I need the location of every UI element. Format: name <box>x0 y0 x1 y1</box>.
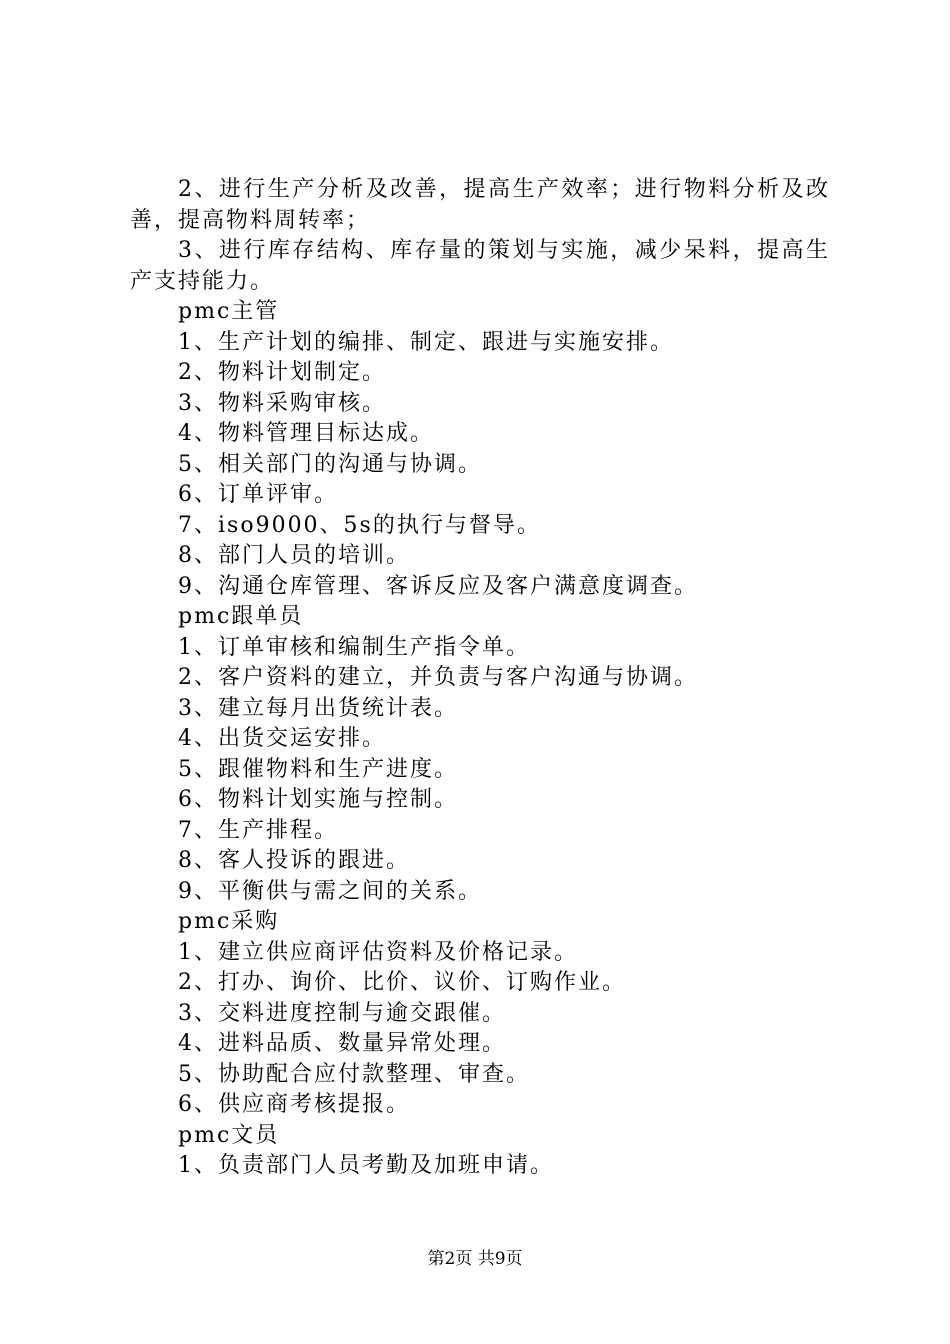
list-item: 5、跟催物料和生产进度。 <box>178 756 458 782</box>
list-item: 2、客户资料的建立，并负责与客户沟通与协调。 <box>178 665 698 690</box>
paragraph: 2、进行生产分析及改善，提高生产效率；进行物料分析及改善，提高物料周转率； <box>130 177 830 233</box>
section-heading: pmc跟单员 <box>178 604 304 629</box>
list-item: 3、物料采购审核。 <box>178 390 386 416</box>
list-item: 2、打办、询价、比价、议价、订购作业。 <box>178 970 626 995</box>
list-item: 1、订单审核和编制生产指令单。 <box>178 634 530 660</box>
list-item: 8、客人投诉的跟进。 <box>178 848 410 873</box>
list-item: 1、负责部门人员考勤及加班申请。 <box>178 1153 554 1178</box>
document-body <box>130 175 830 1182</box>
list-item: 8、部门人员的培训。 <box>178 543 410 568</box>
section-heading: pmc采购 <box>178 909 280 934</box>
list-item: 5、相关部门的沟通与协调。 <box>178 451 482 477</box>
list-item: 4、进料品质、数量异常处理。 <box>178 1031 506 1056</box>
list-item: 6、订单评审。 <box>178 482 338 507</box>
list-item: 9、平衡供与需之间的关系。 <box>178 878 482 904</box>
section-heading: pmc主管 <box>178 299 280 324</box>
list-item: 3、交料进度控制与逾交跟催。 <box>178 1000 506 1026</box>
list-item: 1、生产计划的编排、制定、跟进与实施安排。 <box>178 329 674 355</box>
list-item: 1、建立供应商评估资料及价格记录。 <box>178 939 578 965</box>
list-item: 6、物料计划实施与控制。 <box>178 787 458 812</box>
list-item: 4、出货交运安排。 <box>178 726 386 751</box>
page-footer: 第2页 共9页 <box>427 1249 523 1269</box>
list-item: 3、建立每月出货统计表。 <box>178 695 458 721</box>
list-item: 4、物料管理目标达成。 <box>178 421 434 446</box>
paragraph: 3、进行库存结构、库存量的策划与实施，减少呆料，提高生产支持能力。 <box>130 238 830 294</box>
list-item: 2、物料计划制定。 <box>178 360 386 385</box>
list-item: 5、协助配合应付款整理、审查。 <box>178 1061 530 1087</box>
list-item: 9、沟通仓库管理、客诉反应及客户满意度调查。 <box>178 573 698 599</box>
list-item: 6、供应商考核提报。 <box>178 1092 410 1117</box>
list-item: 7、生产排程。 <box>178 817 338 843</box>
section-heading: pmc文员 <box>178 1122 280 1148</box>
list-item: 7、iso9000、5s的执行与督导。 <box>178 512 541 538</box>
